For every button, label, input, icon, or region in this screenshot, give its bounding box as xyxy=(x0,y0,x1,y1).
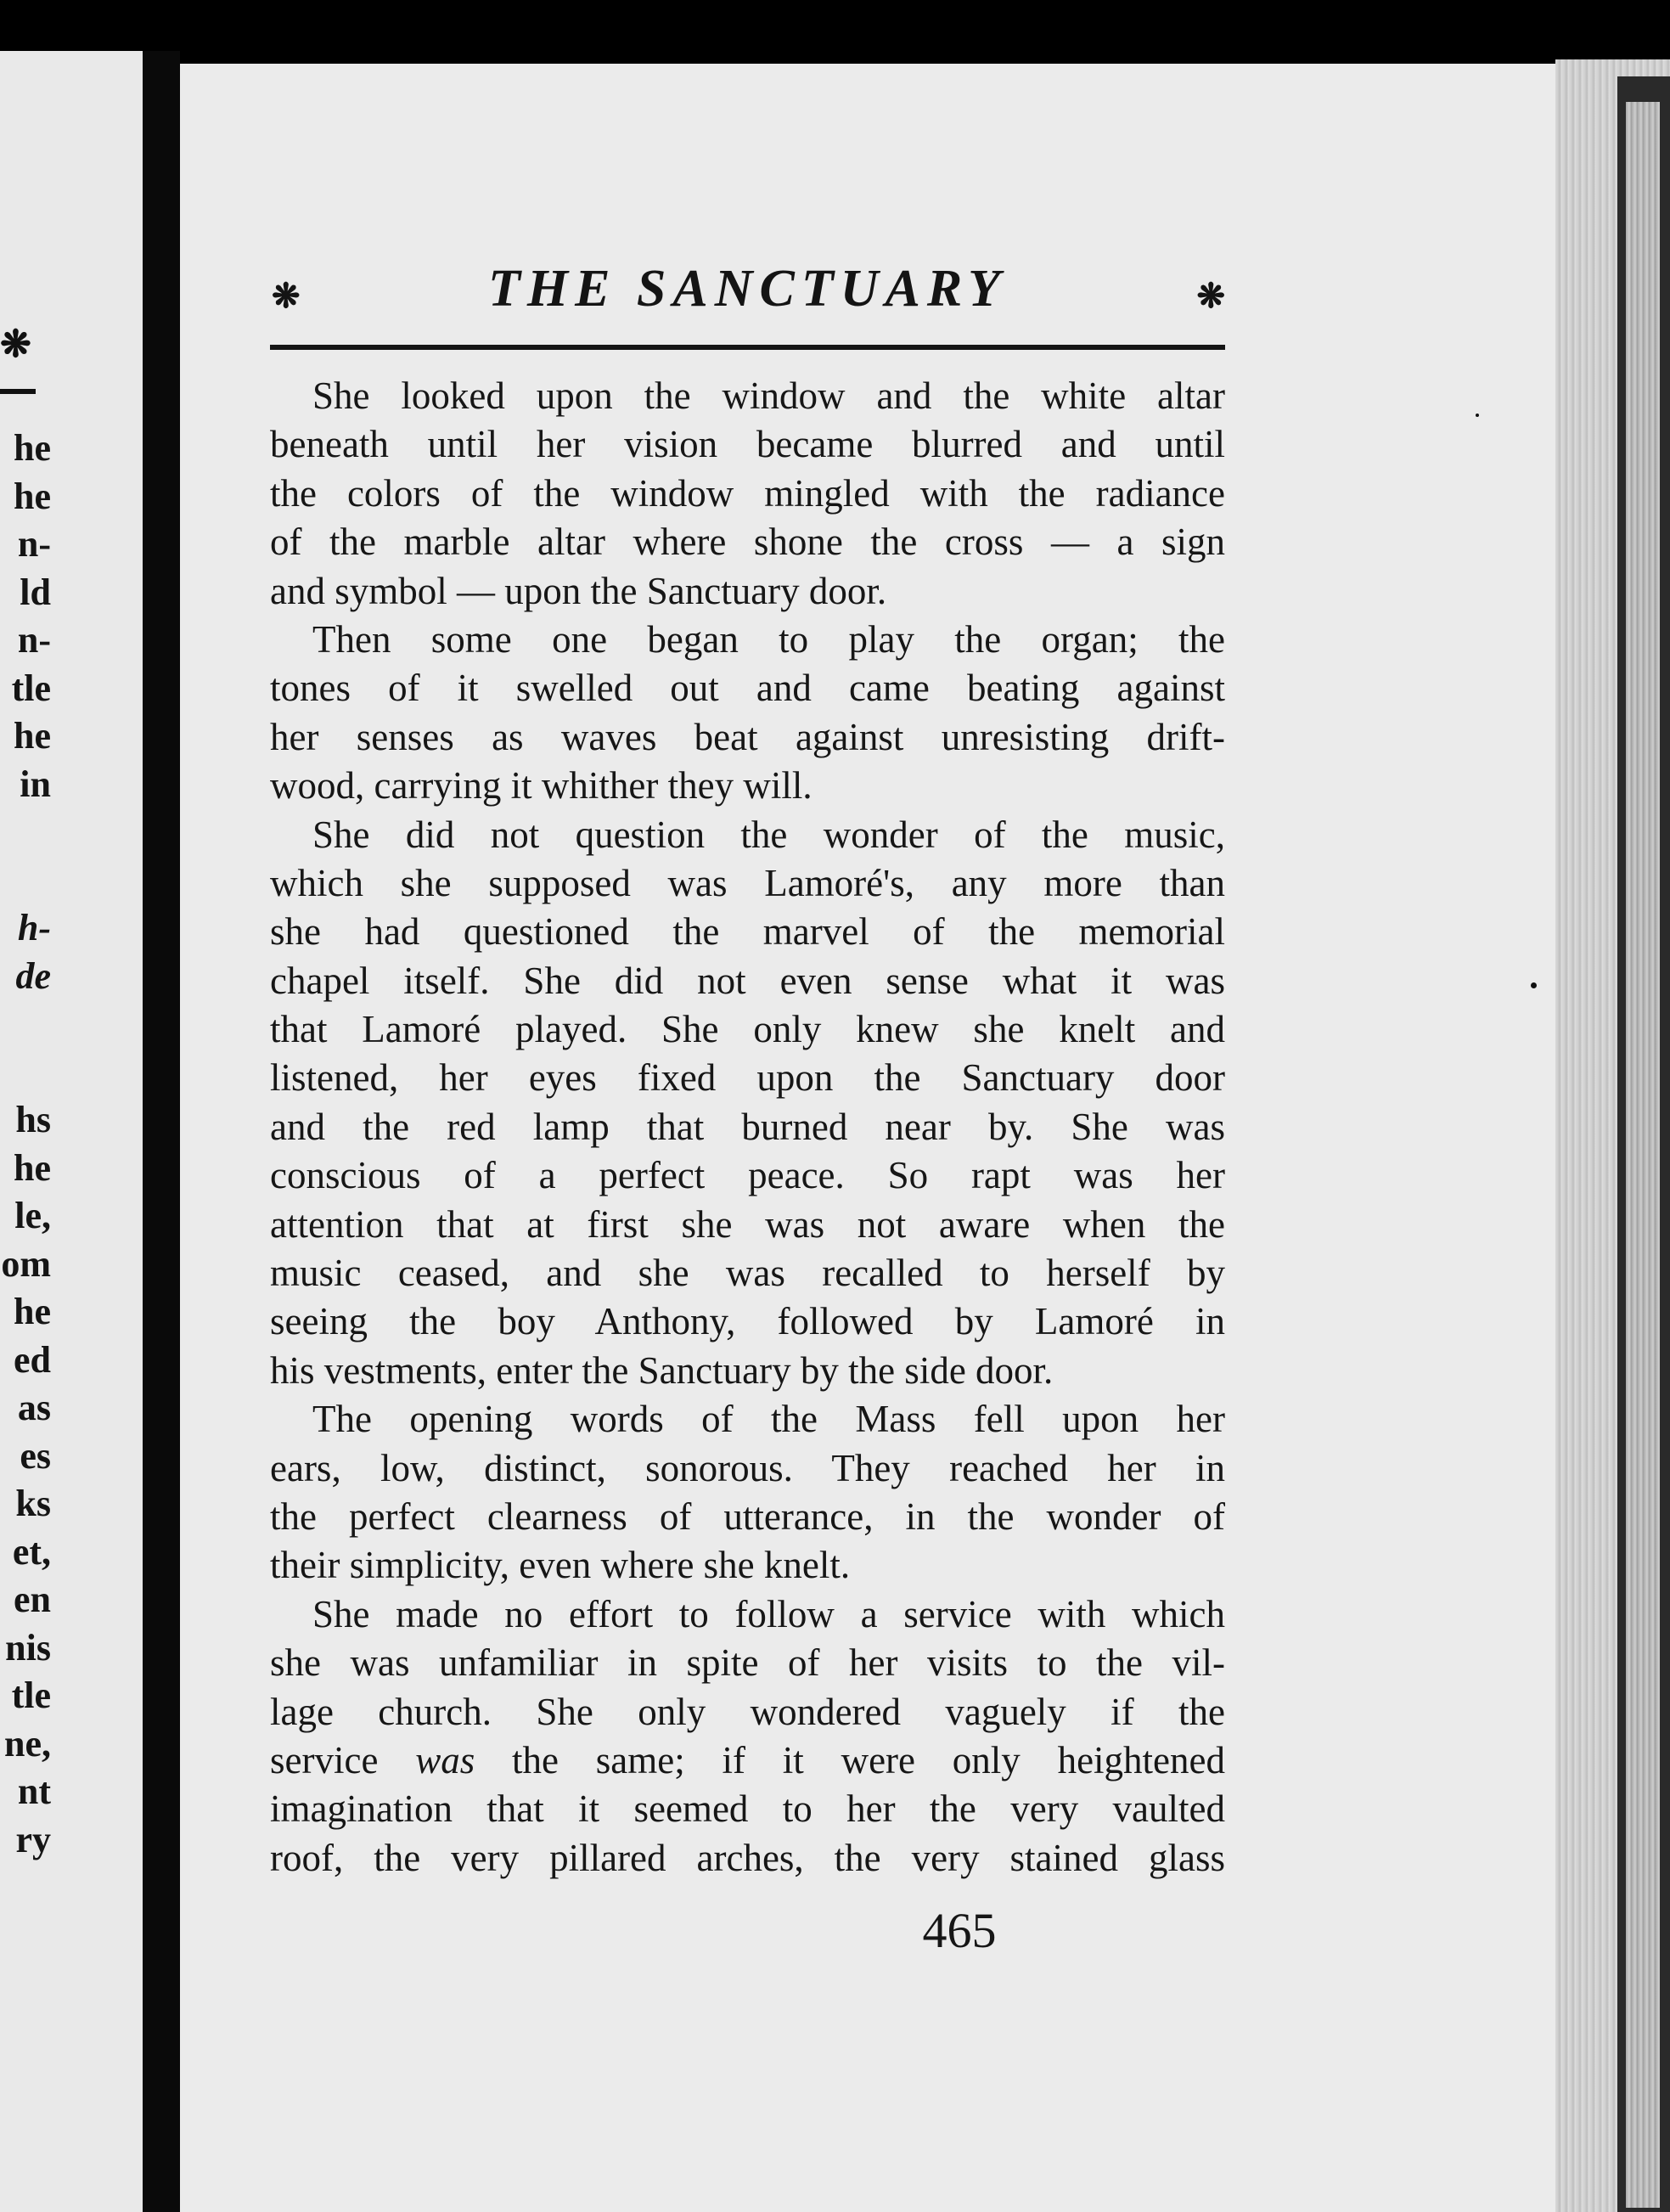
fragment-line: om xyxy=(1,1242,51,1285)
fragment-line: nt xyxy=(17,1770,51,1812)
text-line: beneath until her vision became blurred and until xyxy=(270,423,1225,466)
text-line: chapel itself. She did not even sense what it was xyxy=(270,959,1225,1002)
text-line: and symbol — upon the Sanctuary door. xyxy=(270,569,887,612)
text-line: the colors of the window mingled with the radiance xyxy=(270,471,1225,515)
fragment-line xyxy=(0,857,51,905)
fragment-line: he xyxy=(14,715,51,757)
text-line: roof, the very pillared arches, the very stained glass xyxy=(270,1836,1225,1879)
text-line: Then some one began to play the organ; the xyxy=(312,617,1225,661)
text-line-with-emphasis xyxy=(270,1736,1225,1785)
fragment-line: le, xyxy=(14,1195,51,1236)
text-run: the same; if it were only heightened xyxy=(475,1738,1225,1781)
running-head-title: THE SANCTUARY xyxy=(487,260,1008,318)
text-line: she was unfamiliar in spite of her visits to the vil- xyxy=(270,1641,1225,1685)
running-head xyxy=(270,259,1225,335)
fragment-line: n- xyxy=(17,523,51,565)
text-line: that Lamoré played. She only knew she knelt and xyxy=(270,1008,1225,1051)
scan-speck xyxy=(1531,982,1537,988)
page-body xyxy=(270,372,1225,1883)
text-line: She did not question the wonder of the music, xyxy=(312,813,1225,856)
ornament-right-icon: ❋ xyxy=(1196,277,1225,315)
fragment-line: he xyxy=(14,1146,51,1189)
text-line: The opening words of the Mass fell upon her xyxy=(312,1398,1225,1441)
fragment-line: he xyxy=(14,427,51,469)
text-line: which she supposed was Lamoré's, any more than xyxy=(270,861,1225,904)
fragment-line: n- xyxy=(17,619,51,661)
text-line: and the red lamp that burned near by. She was xyxy=(270,1105,1225,1148)
text-run: service xyxy=(270,1738,416,1781)
text-line: ears, low, distinct, sonorous. They reached her in xyxy=(270,1446,1225,1489)
page-number: 465 xyxy=(922,1903,997,1958)
fragment-line: de xyxy=(15,954,51,997)
text-line: the perfect clearness of utterance, in the wonder of xyxy=(270,1494,1225,1538)
text-line: lage church. She only wondered vaguely if the xyxy=(270,1690,1225,1733)
fragment-line: ne, xyxy=(4,1722,51,1765)
fragment-line: et, xyxy=(12,1530,51,1573)
scan-top-border xyxy=(0,0,1670,51)
fragment-line: ld xyxy=(20,571,51,613)
facing-page-fragment xyxy=(0,51,143,2212)
text-line: his vestments, enter the Sanctuary by the side door. xyxy=(270,1348,1054,1392)
fragment-line: en xyxy=(14,1579,51,1620)
header-rule xyxy=(270,345,1225,350)
fragment-line xyxy=(0,1049,51,1097)
fragment-line: in xyxy=(20,763,51,805)
text-line: seeing the boy Anthony, followed by Lamoré in xyxy=(270,1300,1225,1343)
text-line: wood, carrying it whither they will. xyxy=(270,764,813,808)
text-line: She made no effort to follow a service with which xyxy=(312,1592,1225,1635)
fragment-line: ry xyxy=(15,1818,51,1860)
text-line: conscious of a perfect peace. So rapt was her xyxy=(270,1154,1225,1197)
fragment-line: es xyxy=(20,1434,51,1477)
fragment-line: as xyxy=(17,1387,51,1428)
fragment-line: ks xyxy=(15,1483,51,1524)
text-line: She looked upon the window and the white altar xyxy=(312,374,1225,417)
text-line: tones of it swelled out and came beating against xyxy=(270,667,1225,710)
text-line: of the marble altar where shone the cross — a sign xyxy=(270,521,1225,564)
ornament-left-icon: ❋ xyxy=(272,277,301,315)
facing-page-ornament: ❋ xyxy=(0,324,31,365)
text-line: music ceased, and she was recalled to herself by xyxy=(270,1252,1225,1295)
facing-page-text-fragments xyxy=(0,425,51,1864)
italic-emphasis: was xyxy=(415,1738,475,1781)
text-line: imagination that it seemed to her the very vaulted xyxy=(270,1787,1225,1831)
scan-speck xyxy=(1476,414,1479,417)
fragment-line: hs xyxy=(15,1099,51,1140)
text-line: her senses as waves beat against unresisting drift- xyxy=(270,715,1225,758)
fragment-line: he xyxy=(14,1291,51,1332)
text-line: their simplicity, even where she knelt. xyxy=(270,1544,851,1587)
page-edge-highlight xyxy=(1626,102,1660,2208)
fragment-line xyxy=(0,808,51,857)
text-line: she had questioned the marvel of the memorial xyxy=(270,910,1225,954)
facing-page-rule xyxy=(0,389,36,394)
fragment-line: tle xyxy=(11,1674,51,1716)
fragment-line: he xyxy=(14,475,51,517)
text-line: attention that at first she was not aware when the xyxy=(270,1202,1225,1246)
book-gutter xyxy=(143,51,180,2212)
fragment-line xyxy=(0,1000,51,1049)
fragment-line: h- xyxy=(17,907,51,948)
fragment-line: ed xyxy=(14,1338,51,1381)
text-line: listened, her eyes fixed upon the Sanctuary door xyxy=(270,1056,1225,1100)
fragment-line: nis xyxy=(5,1626,51,1669)
fragment-line: tle xyxy=(11,667,51,709)
